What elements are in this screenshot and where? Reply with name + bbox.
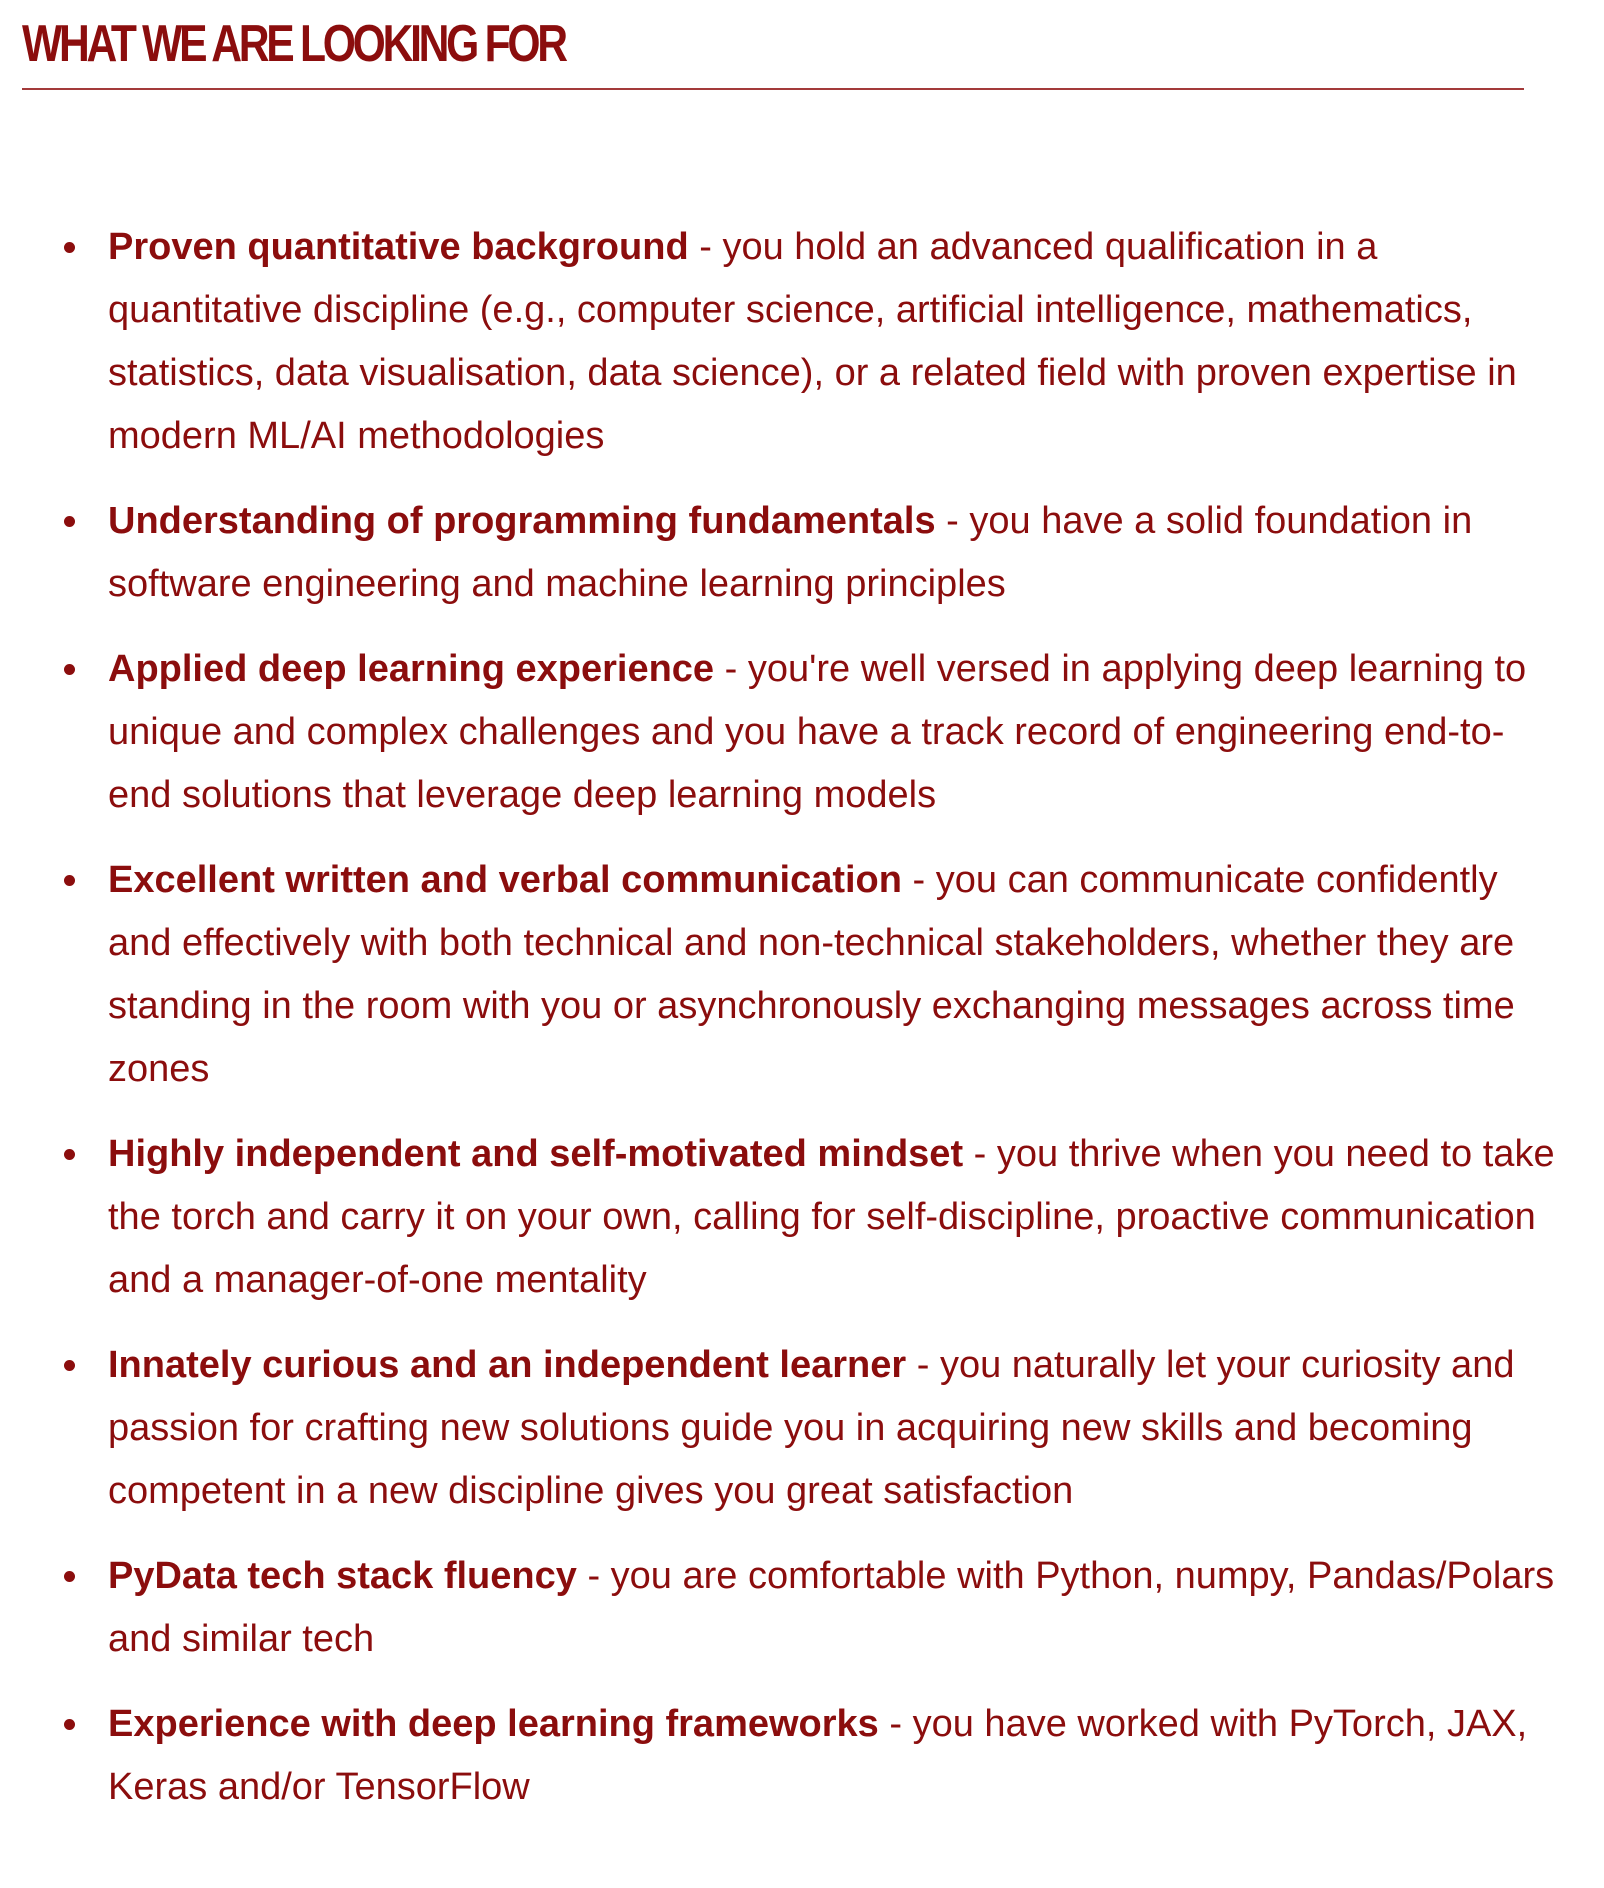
- bullet-icon: [64, 242, 75, 253]
- item-separator: -: [935, 500, 970, 542]
- item-separator: -: [878, 1703, 913, 1745]
- list-item: [0, 1334, 1560, 1523]
- list-item: [0, 1123, 1560, 1312]
- item-text: you thrive when you need to take the torch and carry it on your own, calling for self-discipline, proactive communication and a manager-of-one mentality: [108, 1133, 1555, 1301]
- item-separator: -: [688, 226, 723, 268]
- list-item: [0, 638, 1560, 827]
- item-title: Innately curious and an independent learner: [108, 1344, 907, 1386]
- item-separator: -: [576, 1555, 611, 1597]
- bullet-icon: [64, 1571, 75, 1582]
- list-item: [0, 1545, 1560, 1671]
- item-title: PyData tech stack fluency: [108, 1555, 577, 1597]
- item-title: Experience with deep learning frameworks: [108, 1703, 879, 1745]
- item-text: you have a solid foundation in software engineering and machine learning principles: [108, 500, 1473, 605]
- list-item: [0, 849, 1560, 1101]
- bullet-icon: [64, 664, 75, 675]
- item-separator: -: [714, 648, 748, 690]
- section-heading: WHAT WE ARE LOOKING FOR: [22, 15, 565, 73]
- item-title: Highly independent and self-motivated mindset: [108, 1133, 964, 1175]
- item-title: Excellent written and verbal communication: [108, 859, 902, 901]
- list-item: [0, 1693, 1560, 1819]
- item-text: you hold an advanced qualification in a quantitative discipline (e.g., computer science, artificial intelligence, mathematics, statistics, data visualisation, data science), or a related field with proven expertise in modern ML/AI methodologies: [108, 226, 1517, 457]
- list-item: [0, 216, 1560, 468]
- bullet-icon: [64, 516, 75, 527]
- item-text: you're well versed in applying deep learning to unique and complex challenges and you have a track record of engineering end-to-end solutions that leverage deep learning models: [108, 648, 1527, 816]
- item-title: Understanding of programming fundamentals: [108, 500, 936, 542]
- item-text: you have worked with PyTorch, JAX, Keras and/or TensorFlow: [108, 1703, 1528, 1808]
- item-title: Applied deep learning experience: [108, 648, 715, 690]
- item-separator: -: [906, 1344, 940, 1386]
- item-text: you naturally let your curiosity and passion for crafting new solutions guide you in acquiring new skills and becoming competent in a new discipline gives you great satisfaction: [108, 1344, 1515, 1512]
- list-item: [0, 490, 1560, 616]
- item-text: you are comfortable with Python, numpy, Pandas/Polars and similar tech: [108, 1555, 1555, 1660]
- bullet-icon: [64, 875, 75, 886]
- requirements-list: [0, 216, 1560, 1841]
- item-title: Proven quantitative background: [108, 226, 689, 268]
- item-separator: -: [901, 859, 936, 901]
- heading-divider: [22, 88, 1524, 90]
- bullet-icon: [64, 1360, 75, 1371]
- bullet-icon: [64, 1149, 75, 1160]
- bullet-icon: [64, 1719, 75, 1730]
- item-text: you can communicate confidently and effectively with both technical and non-technical stakeholders, whether they are standing in the room with you or asynchronously exchanging messages across time zones: [108, 859, 1515, 1090]
- item-separator: -: [963, 1133, 997, 1175]
